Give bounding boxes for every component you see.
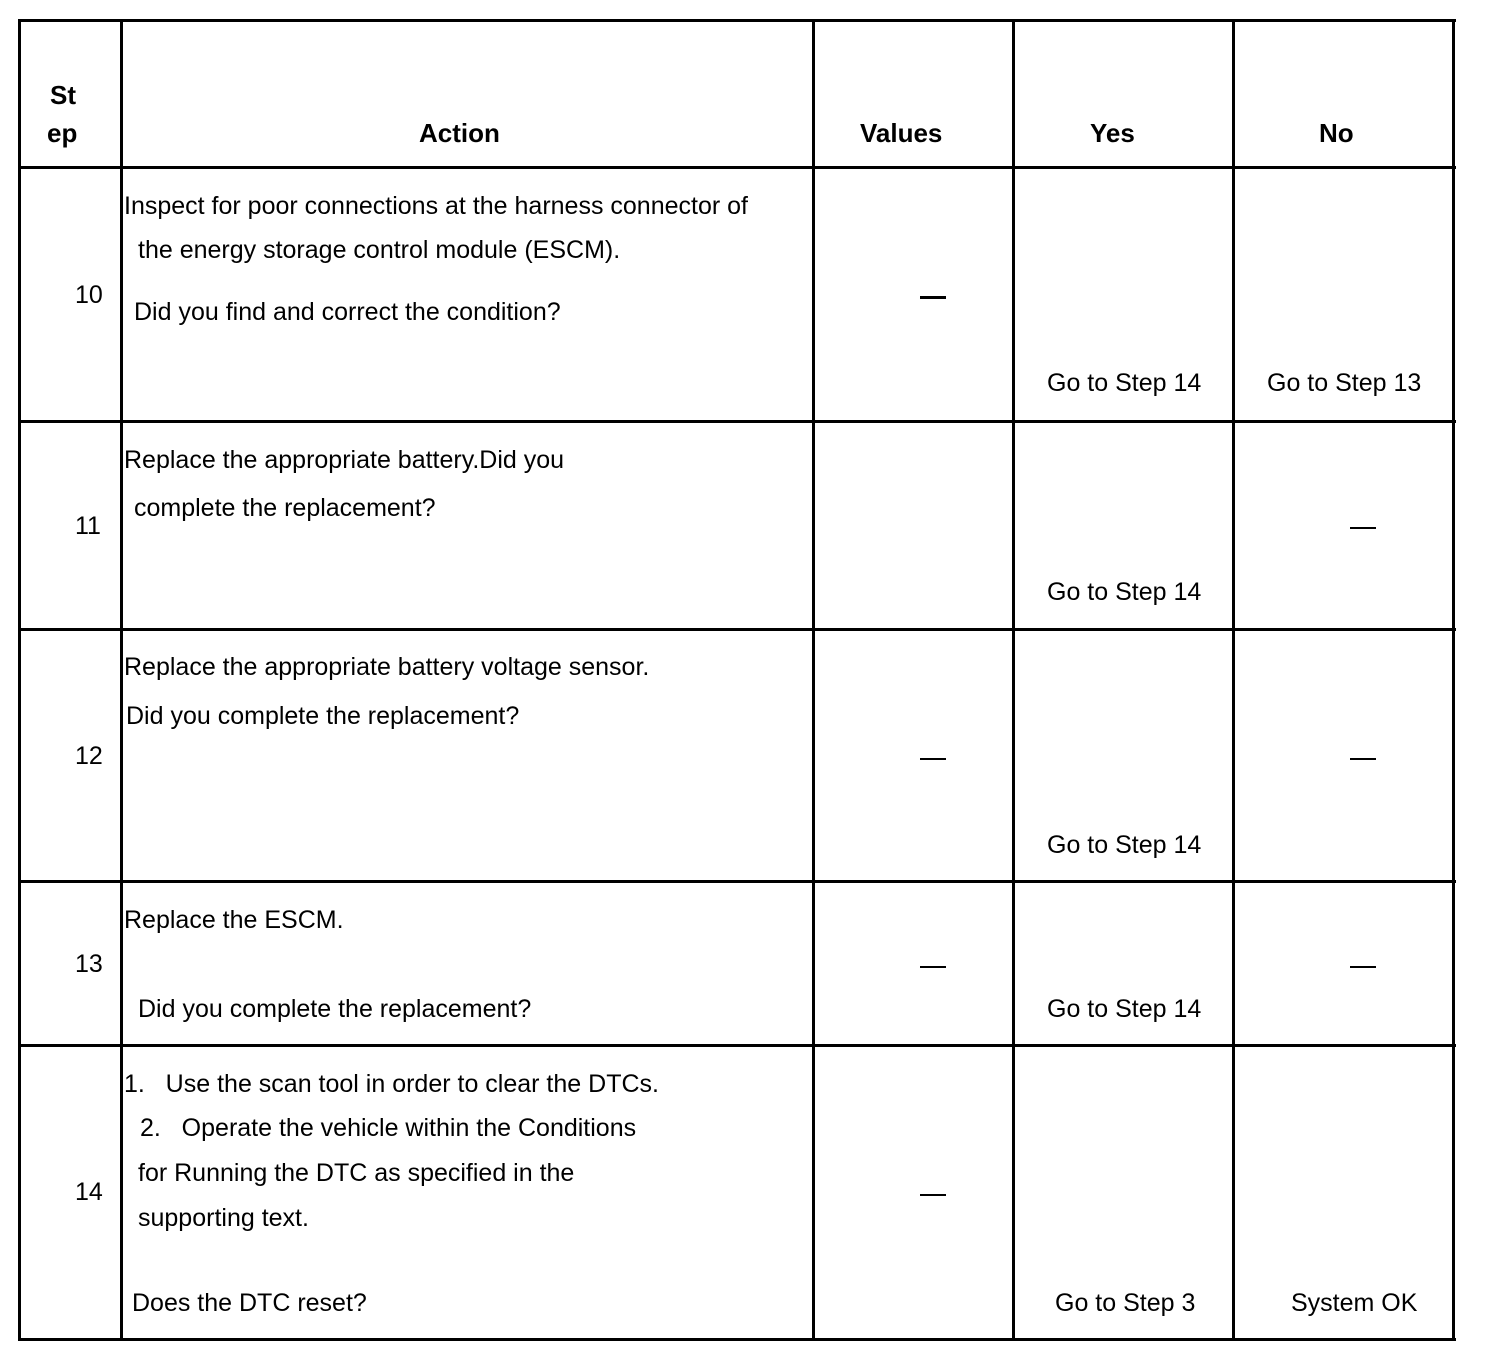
action-text: Replace the appropriate battery voltage sensor. <box>124 653 650 681</box>
header-divider <box>18 166 1456 169</box>
step-number: 12 <box>75 742 103 770</box>
table-border-bottom <box>18 1338 1456 1341</box>
values-dash <box>920 758 946 760</box>
values-dash <box>920 966 946 968</box>
action-text: supporting text. <box>138 1204 309 1232</box>
yes-target: Go to Step 3 <box>1055 1289 1196 1317</box>
action-text: Replace the ESCM. <box>124 906 344 934</box>
row-divider <box>18 880 1456 883</box>
column-divider <box>812 20 815 1341</box>
no-dash <box>1350 527 1376 529</box>
step-number: 10 <box>75 281 103 309</box>
column-divider <box>1012 20 1015 1341</box>
action-text: complete the replacement? <box>134 494 436 522</box>
step-number: 11 <box>75 512 101 540</box>
column-divider <box>1232 20 1235 1341</box>
table-border-left <box>18 20 21 1341</box>
header-step-line1: St <box>50 80 76 110</box>
header-values: Values <box>860 118 943 148</box>
row-divider <box>18 1044 1456 1047</box>
table-border-top <box>18 19 1456 22</box>
action-text: the energy storage control module (ESCM). <box>138 236 621 264</box>
action-text: 2. Operate the vehicle within the Conditions <box>140 1114 637 1142</box>
header-action: Action <box>419 118 500 148</box>
no-dash <box>1350 758 1376 760</box>
values-dash <box>920 1194 946 1196</box>
yes-target: Go to Step 14 <box>1047 369 1202 397</box>
header-no: No <box>1319 118 1354 148</box>
no-target: System OK <box>1291 1289 1418 1317</box>
action-text: Does the DTC reset? <box>132 1289 367 1317</box>
action-text: Inspect for poor connections at the harness connector of <box>124 192 748 220</box>
values-dash <box>920 296 946 299</box>
row-divider <box>18 420 1456 423</box>
action-text: Did you complete the replacement? <box>138 995 532 1023</box>
header-step-line2: ep <box>47 118 78 148</box>
action-text: Did you find and correct the condition? <box>134 298 561 326</box>
header-yes: Yes <box>1090 118 1135 148</box>
no-target: Go to Step 13 <box>1267 369 1422 397</box>
row-divider <box>18 628 1456 631</box>
yes-target: Go to Step 14 <box>1047 831 1202 859</box>
column-divider <box>120 20 123 1341</box>
yes-target: Go to Step 14 <box>1047 578 1202 606</box>
yes-target: Go to Step 14 <box>1047 995 1202 1023</box>
action-text: Replace the appropriate battery.Did you <box>124 446 565 474</box>
no-dash <box>1350 966 1376 968</box>
table-border-right <box>1452 20 1455 1341</box>
action-text: 1. Use the scan tool in order to clear the DTCs. <box>124 1070 659 1098</box>
step-number: 14 <box>75 1178 103 1206</box>
step-number: 13 <box>75 950 103 978</box>
action-text: for Running the DTC as specified in the <box>138 1159 575 1187</box>
action-text: Did you complete the replacement? <box>126 702 520 730</box>
